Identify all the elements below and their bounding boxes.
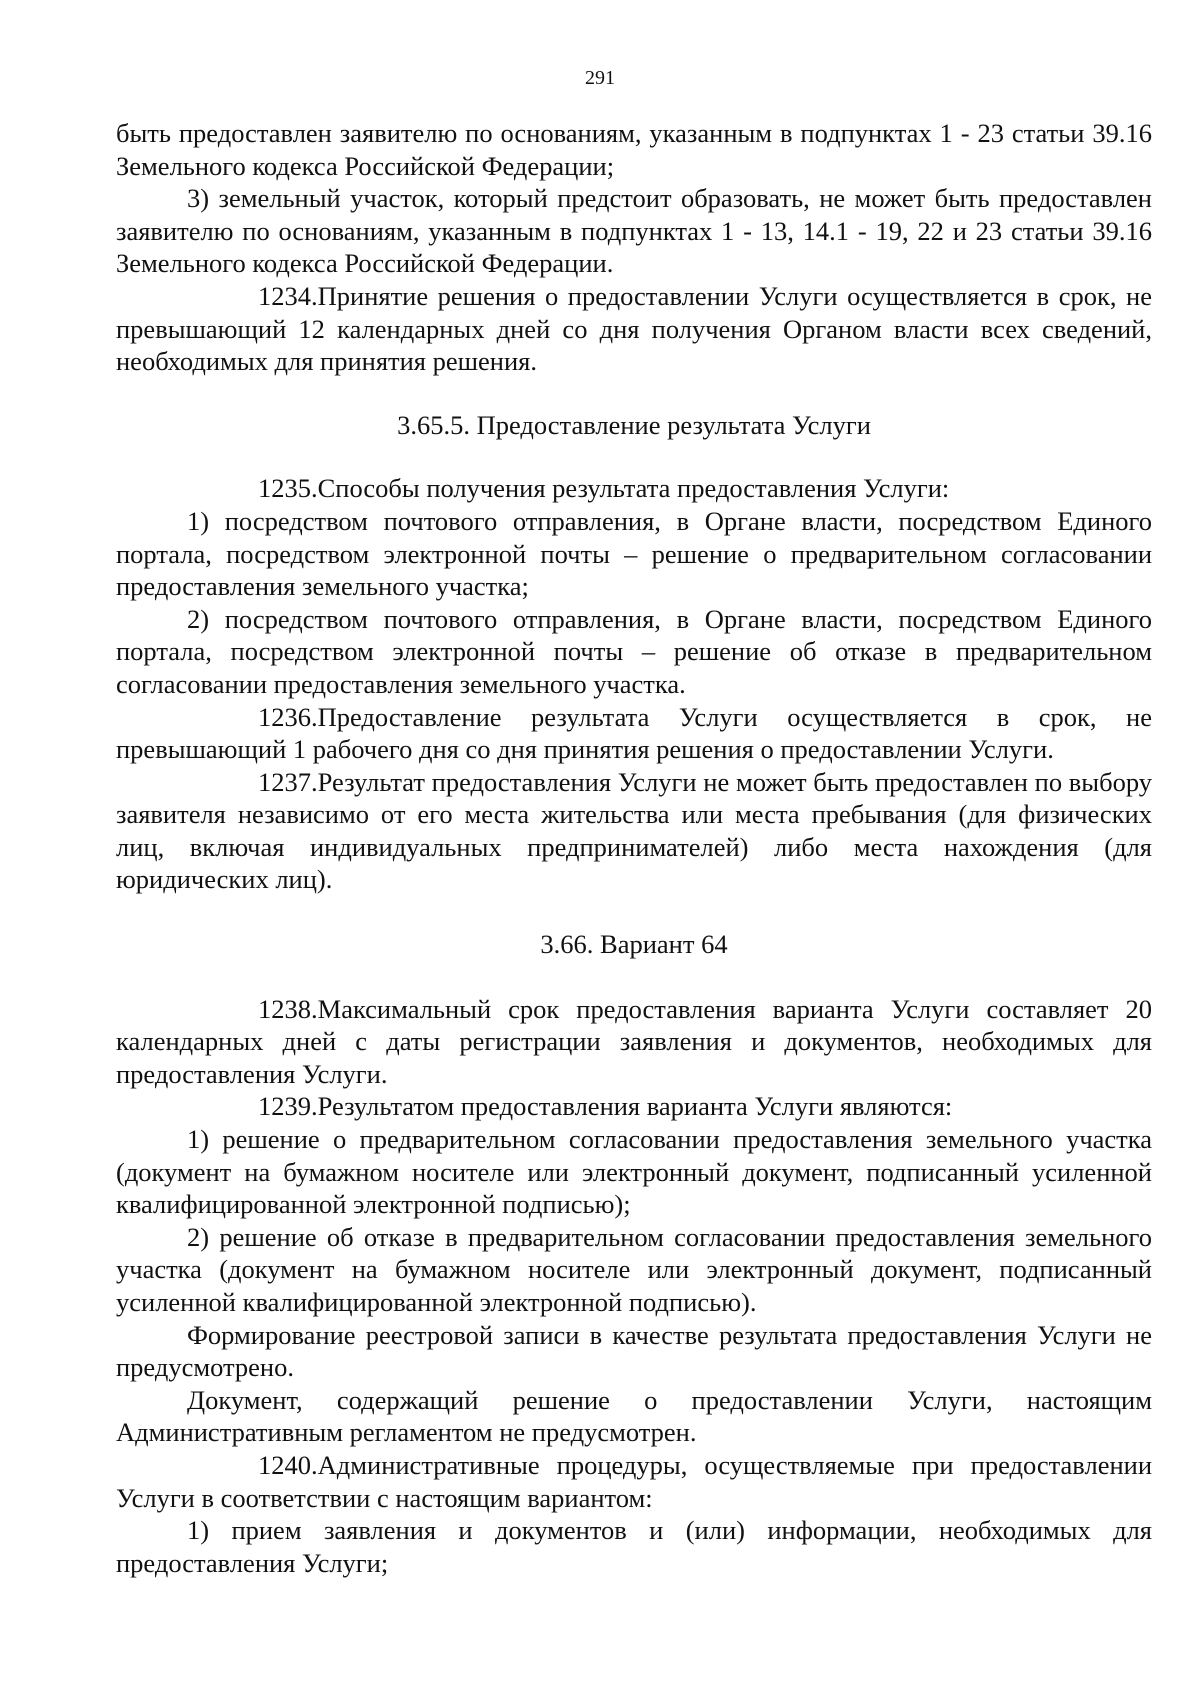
numbered-paragraph — [116, 993, 1152, 1091]
numbered-paragraph — [116, 701, 1152, 766]
numbered-paragraph — [116, 472, 1152, 505]
paragraph — [116, 1384, 1152, 1449]
list-item — [116, 182, 1152, 280]
paragraph-text: 2) решение об отказе в предварительном согласовании предоставления земельного участка (документ на бумажном носителе или электронный документ, подписанный усиленной квалифицированной электронной подписью). — [116, 1221, 1152, 1317]
numbered-paragraph — [116, 280, 1152, 378]
paragraph-number: 1237. — [258, 766, 318, 797]
paragraph-text: 1) решение о предварительном согласовании предоставления земельного участка (документ на бумажном носителе или электронный документ, подписанный усиленной квалифицированной электронной подписью); — [116, 1124, 1152, 1220]
paragraph-number: 1240. — [258, 1449, 318, 1480]
paragraph-number: 1236. — [258, 701, 318, 732]
paragraph-number: 1239. — [258, 1091, 318, 1122]
paragraph-text: Максимальный срок предоставления варианта Услуги составляет 20 календарных дней с даты регистрации заявления и документов, необходимых для предоставления Услуги. — [116, 993, 1152, 1089]
paragraph-text: Формирование реестровой записи в качестве результата предоставления Услуги не предусмотрено. — [116, 1319, 1152, 1383]
list-item — [116, 505, 1152, 603]
paragraph-text: 1) посредством почтового отправления, в Органе власти, посредством Единого портала, посредством электронной почты – решение о предварительном согласовании предоставления земельного участка; — [116, 505, 1152, 602]
paragraph-text: Документ, содержащий решение о предоставлении Услуги, настоящим Административным регламентом не предусмотрен. — [116, 1384, 1152, 1448]
numbered-paragraph — [116, 1449, 1152, 1514]
paragraph-text: 1) прием заявления и документов и (или) информации, необходимых для предоставления Услуги; — [116, 1515, 1152, 1578]
paragraph-number: 1234. — [258, 280, 318, 311]
paragraph-text: 3) земельный участок, который предстоит образовать, не может быть предоставлен заявителю по основаниям, указанным в подпунктах 1 - 13, 14.1 - 19, 22 и 23 статьи 39.16 Земельного кодекса Российской Федерации. — [116, 183, 1152, 279]
paragraph-text: Способы получения результата предоставления Услуги: — [317, 473, 950, 504]
paragraph-text: быть предоставлен заявителю по основаниям, указанным в подпунктах 1 - 23 статьи 39.16 Земельного кодекса Российской Федерации; — [116, 118, 1152, 181]
numbered-paragraph — [116, 766, 1152, 896]
section-heading: 3.65.5. Предоставление результата Услуги — [397, 409, 871, 440]
paragraph-text: Административные процедуры, осуществляемые при предоставлении Услуги в соответствии с настоящим вариантом: — [116, 1449, 1152, 1513]
page-number: 291 — [585, 67, 615, 89]
section-heading: 3.66. Вариант 64 — [540, 929, 728, 960]
paragraph-text: Результат предоставления Услуги не может быть предоставлен по выбору заявителя независимо от его места жительства или места пребывания (для физических лиц, включая индивидуальных предпринимателей) либо места нахождения (для юридических лиц). — [116, 766, 1152, 895]
paragraph-text: 2) посредством почтового отправления, в Органе власти, посредством Единого портала, посредством электронной почты – решение об отказе в предварительном согласовании предоставления земельного участка. — [116, 603, 1152, 699]
paragraph-text: Принятие решения о предоставлении Услуги осуществляется в срок, не превышающий 12 календарных дней со дня получения Органом власти всех сведений, необходимых для принятия решения. — [116, 280, 1152, 377]
paragraph-number: 1235. — [258, 473, 318, 504]
paragraph-text: Предоставление результата Услуги осуществляется в срок, не превышающий 1 рабочего дня со дня принятия решения о предоставлении Услуги. — [116, 701, 1152, 765]
paragraph-continuation — [116, 117, 1152, 182]
list-item — [116, 1514, 1152, 1579]
paragraph — [116, 1319, 1152, 1384]
paragraph-number: 1238. — [258, 993, 318, 1024]
numbered-paragraph — [116, 1090, 1152, 1123]
list-item — [116, 603, 1152, 701]
paragraph-text: Результатом предоставления варианта Услуги являются: — [317, 1091, 953, 1122]
list-item — [116, 1123, 1152, 1221]
list-item — [116, 1221, 1152, 1319]
document-body — [116, 117, 1152, 1579]
